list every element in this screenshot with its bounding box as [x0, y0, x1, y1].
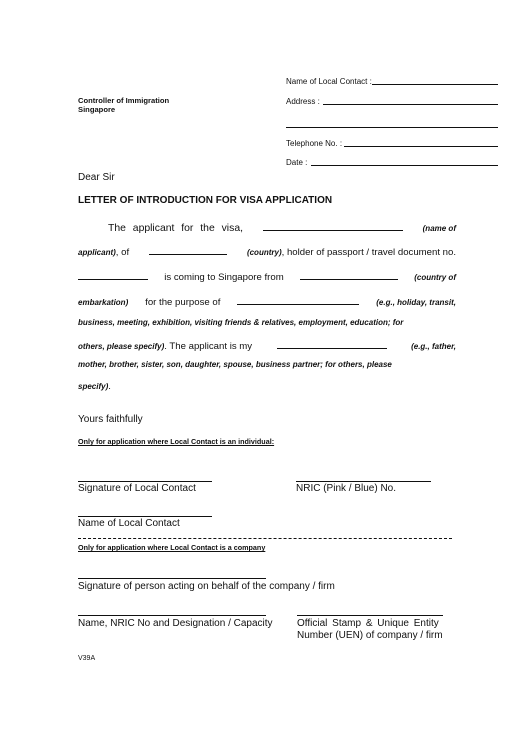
- body-line-6: [78, 339, 456, 352]
- body-text: others, please specify): [78, 342, 165, 351]
- local-contact-signature-label: Signature of Local Contact: [78, 483, 196, 494]
- body-text: specify): [78, 382, 109, 391]
- body-line-1: [108, 221, 456, 234]
- official-stamp-label-line-1: Official Stamp & Unique Entity: [297, 618, 439, 629]
- local-contact-signature-field[interactable]: [78, 481, 212, 482]
- body-line-5: [78, 318, 456, 327]
- address-label: Address :: [286, 97, 320, 106]
- company-signature-field[interactable]: [78, 578, 266, 579]
- body-text: applicant): [78, 248, 116, 257]
- body-text: (name of: [422, 224, 456, 233]
- official-stamp-label-line-2: Number (UEN) of company / firm: [297, 630, 443, 641]
- salutation: Dear Sir: [78, 172, 115, 183]
- local-contact-name-field[interactable]: [372, 84, 498, 85]
- body-line-8: [78, 381, 456, 392]
- body-text: The applicant for the visa,: [108, 223, 243, 234]
- body-text: (country of: [414, 273, 456, 282]
- body-text: (e.g., father,: [411, 342, 456, 351]
- nric-field[interactable]: [296, 481, 431, 482]
- addressee-line-1: Controller of Immigration: [78, 96, 170, 105]
- body-line-3: [78, 270, 456, 283]
- body-text: is coming to Singapore from: [164, 272, 284, 283]
- telephone-label: Telephone No. :: [286, 139, 343, 148]
- body-text: .: [108, 381, 111, 392]
- date-field[interactable]: [311, 165, 498, 166]
- body-text: . The applicant is my: [164, 341, 253, 352]
- body-text: business, meeting, exhibition, visiting friends & relatives, employment, education; for: [78, 318, 404, 327]
- address-field-line-2[interactable]: [286, 127, 498, 128]
- designation-field[interactable]: [78, 615, 266, 616]
- local-contact-name-label: Name of Local Contact :: [286, 77, 372, 86]
- individual-section-heading: Only for application where Local Contact is an individual:: [78, 437, 275, 446]
- address-field-line-1[interactable]: [323, 104, 498, 105]
- relationship-blank[interactable]: [277, 339, 387, 349]
- body-line-7: [78, 360, 456, 369]
- body-text: (e.g., holiday, transit,: [376, 298, 456, 307]
- telephone-field[interactable]: [344, 146, 498, 147]
- body-line-2: [78, 245, 456, 258]
- local-contact-name-caption: Name of Local Contact: [78, 518, 180, 529]
- designation-label: Name, NRIC No and Designation / Capacity: [78, 618, 273, 629]
- body-text: , of: [115, 247, 130, 258]
- passport-number-blank[interactable]: [78, 270, 148, 280]
- applicant-name-blank[interactable]: [263, 221, 403, 231]
- company-signature-label: Signature of person acting on behalf of the company / firm: [78, 581, 335, 592]
- form-code: V39A: [78, 655, 96, 662]
- official-stamp-field[interactable]: [297, 615, 443, 616]
- country-blank[interactable]: [149, 245, 227, 255]
- purpose-blank[interactable]: [237, 295, 359, 305]
- body-line-4: [78, 295, 456, 308]
- body-text: for the purpose of: [145, 297, 221, 308]
- embarkation-country-blank[interactable]: [300, 270, 398, 280]
- body-text: (country): [246, 248, 282, 257]
- letter-title: LETTER OF INTRODUCTION FOR VISA APPLICATION: [78, 195, 333, 206]
- section-divider: [78, 538, 452, 539]
- closing: Yours faithfully: [78, 414, 143, 425]
- nric-label: NRIC (Pink / Blue) No.: [296, 483, 397, 494]
- addressee-line-2: Singapore: [78, 105, 116, 114]
- company-section-heading: Only for application where Local Contact is a company: [78, 543, 266, 552]
- body-text: , holder of passport / travel document no.: [281, 247, 456, 258]
- local-contact-name-signature-field[interactable]: [78, 516, 212, 517]
- date-label: Date :: [286, 158, 308, 167]
- body-text: embarkation): [78, 298, 129, 307]
- body-text: mother, brother, sister, son, daughter, spouse, business partner; for others, please: [78, 360, 392, 369]
